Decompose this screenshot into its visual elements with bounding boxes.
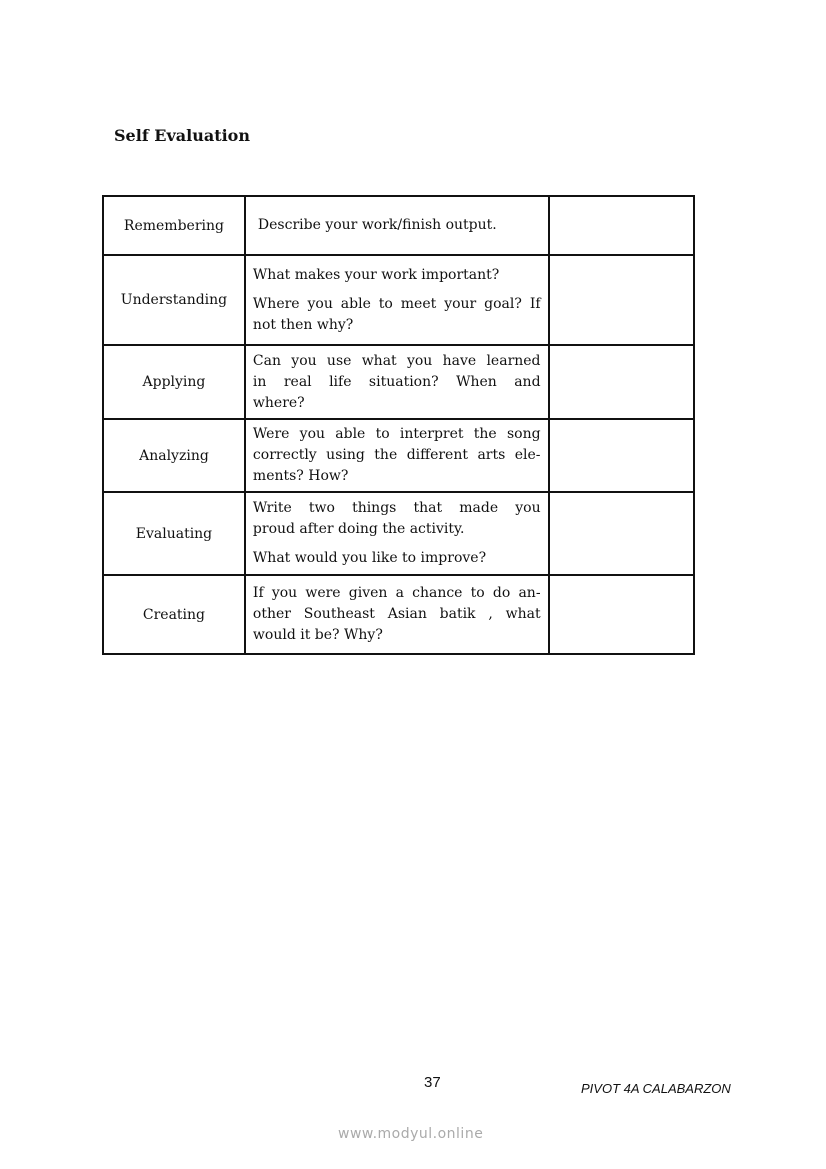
table-row <box>103 492 694 575</box>
question-paragraph <box>258 215 541 236</box>
footer-text: PIVOT 4A CALABARZON <box>581 1081 731 1096</box>
self-evaluation-table <box>102 195 695 655</box>
question-cell <box>245 255 549 345</box>
question-paragraph <box>253 294 541 336</box>
question-cell <box>245 345 549 419</box>
answer-cell[interactable] <box>549 255 694 345</box>
question-cell <box>245 575 549 654</box>
question-line: ments? How? <box>252 468 349 484</box>
level-cell: Creating <box>103 575 245 654</box>
answer-cell[interactable] <box>549 575 694 654</box>
question-line: Write two things that made you <box>252 500 541 516</box>
question-paragraph <box>253 583 541 646</box>
answer-cell[interactable] <box>549 492 694 575</box>
table-row <box>103 419 694 492</box>
question-cell <box>245 196 549 255</box>
table-row <box>103 575 694 654</box>
question-line: Were you able to interpret the song <box>252 426 541 442</box>
table-row <box>103 345 694 419</box>
question-paragraph <box>253 265 541 286</box>
question-paragraph <box>253 424 541 487</box>
section-title: Self Evaluation <box>114 126 250 145</box>
page-number: 37 <box>424 1074 441 1091</box>
answer-cell[interactable] <box>549 419 694 492</box>
level-cell: Analyzing <box>103 419 245 492</box>
question-line: correctly using the different arts ele- <box>252 447 541 463</box>
level-cell: Understanding <box>103 255 245 345</box>
question-paragraph <box>253 548 541 569</box>
question-line: Can you use what you have learned <box>252 352 541 369</box>
question-paragraph <box>253 351 541 414</box>
question-line: If you were given a chance to do an- <box>252 585 541 601</box>
question-line: other Southeast Asian batik , what <box>252 606 541 622</box>
question-paragraph <box>253 498 541 540</box>
table-row <box>103 255 694 345</box>
question-cell <box>245 419 549 492</box>
question-line: where? <box>252 394 305 411</box>
level-cell: Remembering <box>103 196 245 255</box>
question-line: in real life situation? When and <box>252 373 541 390</box>
answer-cell[interactable] <box>549 196 694 255</box>
question-line: What makes your work important? <box>252 266 500 283</box>
question-line: Describe your work/finish output. <box>257 217 497 233</box>
question-line: Where you able to meet your goal? If <box>252 295 541 312</box>
question-line: not then why? <box>252 316 354 333</box>
question-cell <box>245 492 549 575</box>
table-row <box>103 196 694 255</box>
question-line: What would you like to improve? <box>252 550 487 566</box>
question-line: would it be? Why? <box>252 627 383 643</box>
watermark: www.modyul.online <box>338 1126 484 1142</box>
level-cell: Applying <box>103 345 245 419</box>
answer-cell[interactable] <box>549 345 694 419</box>
level-cell: Evaluating <box>103 492 245 575</box>
question-line: proud after doing the activity. <box>252 521 465 537</box>
